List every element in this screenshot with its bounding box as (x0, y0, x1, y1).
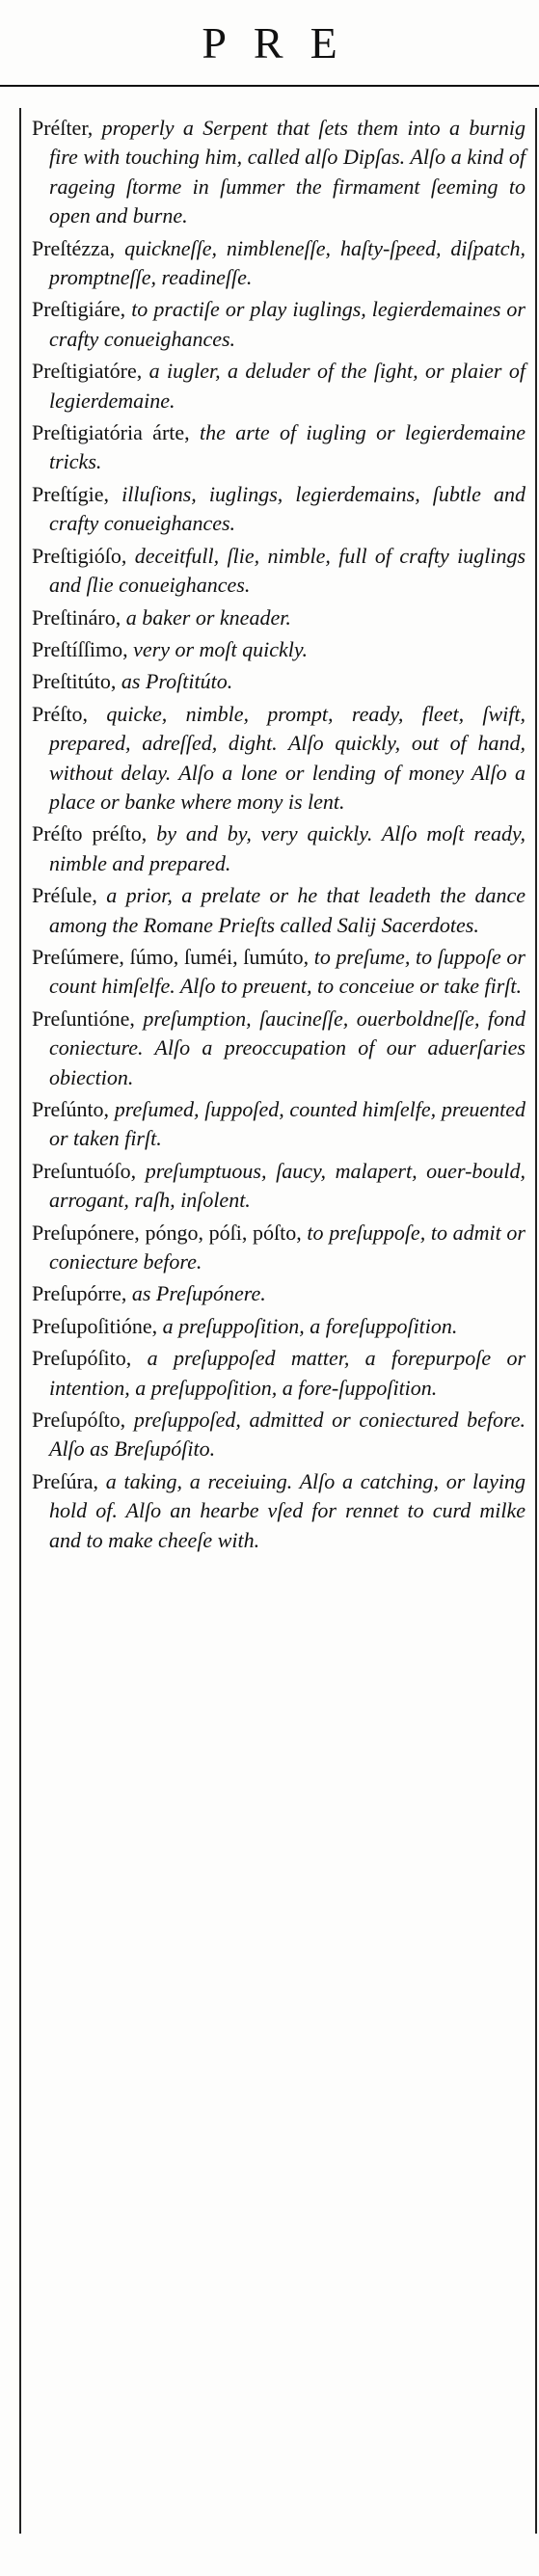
entry-definition: a taking, a receiuing. Alſo a catching, or laying hold of. Alſo an hearbe vſed for rennet to curd milke and to make cheeſe with. (49, 1468, 526, 1552)
entry-definition: illuſions, iuglings, legierdemains, ſubtle and crafty conueighances. (49, 481, 526, 536)
entry-definition: the arte of iugling or legierdemaine tricks. (49, 420, 526, 474)
entry-definition: a baker or kneader. (125, 604, 291, 630)
entry-definition: a preſuppoſed matter, a forepurpoſe or intention, a preſuppoſition, a fore-ſuppoſition. (49, 1346, 526, 1400)
entry-definition: quickneſſe, nimbleneſſe, haſty-ſpeed, diſpatch, promptneſſe, readineſſe. (49, 235, 526, 290)
entry-definition: a prior, a prelate or he that leadeth the dance among the Romane Prieſts called Salij Sacerdotes. (49, 883, 526, 937)
column-rule-right (535, 108, 537, 2534)
entry-headword: Preſtigióſo, (32, 543, 127, 568)
entry-definition: a iugler, a deluder of the ſight, or plaier of legierdemaine. (49, 359, 526, 413)
dictionary-entry (32, 1344, 526, 1403)
dictionary-entry (32, 1095, 526, 1154)
dictionary-entry (32, 1312, 526, 1341)
dictionary-entry (32, 295, 526, 354)
entry-headword: Preſúra, (32, 1468, 99, 1493)
dictionary-entry (32, 1157, 526, 1216)
dictionary-entry (32, 542, 526, 601)
dictionary-column (32, 114, 526, 1558)
entry-definition: quicke, nimble, prompt, ready, fleet, ſwift, prepared, adreſſed, dight. Alſo quickly, out of hand, without delay. Alſo a lone or lending of money Alſo a place or banke where mony is lent. (49, 701, 526, 814)
dictionary-entry (32, 234, 526, 293)
dictionary-entry (32, 635, 526, 664)
entry-definition: to practiſe or play iuglings, legierdemaines or crafty conueighances. (49, 297, 526, 351)
entry-definition: as Proſtitúto. (121, 669, 233, 694)
entry-headword: Preſtézza, (32, 235, 116, 260)
dictionary-entry (32, 881, 526, 940)
entry-headword: Préſule, (32, 883, 97, 908)
entry-definition: preſumed, ſuppoſed, counted himſelfe, preuented or taken firſt. (49, 1097, 526, 1151)
dictionary-entry (32, 1467, 526, 1555)
entry-definition: deceitfull, ſlie, nimble, full of crafty iuglings and ſlie conueighances. (49, 543, 526, 598)
dictionary-entry (32, 114, 526, 231)
entry-headword: Preſtigiatória árte, (32, 420, 190, 445)
entry-headword: Preſtíſſimo, (32, 636, 128, 661)
entry-headword: Preſuntióne, (32, 1006, 135, 1031)
dictionary-entry (32, 604, 526, 632)
entry-headword: Préſter, (32, 116, 94, 140)
entry-definition: preſumptuous, ſaucy, malapert, ouer-bould, arrogant, raſh, inſolent. (49, 1158, 526, 1213)
entry-headword: Préſto préſto, (32, 821, 148, 846)
dictionary-entry (32, 1219, 526, 1277)
entry-definition: preſumption, ſaucineſſe, ouerboldneſſe, fond coniecture. Alſo a preoccupation of our aduerſaries obiection. (49, 1006, 526, 1089)
dictionary-entry (32, 1005, 526, 1092)
dictionary-entry (32, 480, 526, 539)
entry-definition: to preſuppoſe, to admit or coniecture before. (49, 1220, 526, 1275)
dictionary-entry (32, 943, 526, 1002)
entry-headword: Preſupoſitióne, (32, 1313, 158, 1338)
entry-definition: to preſume, to ſuppoſe or count himſelfe. Alſo to preuent, to conceiue or take firſt. (49, 944, 526, 999)
entry-definition: a preſuppoſition, a foreſuppoſition. (162, 1313, 458, 1338)
dictionary-entry (32, 700, 526, 818)
dictionary-entry (32, 357, 526, 416)
header-rule (0, 85, 539, 87)
running-head: PRE (202, 18, 364, 67)
entry-headword: Preſuntuóſo, (32, 1158, 137, 1183)
entry-headword: Preſúmere, ſúmo, ſuméi, ſumúto, (32, 944, 310, 969)
dictionary-entry (32, 667, 526, 696)
dictionary-entry (32, 1279, 526, 1308)
entry-definition: preſuppoſed, admitted or coniectured before. Alſo as Breſupóſito. (49, 1408, 526, 1462)
entry-headword: Preſtigiatóre, (32, 359, 143, 384)
entry-headword: Preſupóſto, (32, 1408, 126, 1433)
column-rule-left (19, 108, 21, 2534)
entry-definition: as Preſupónere. (131, 1281, 266, 1306)
entry-headword: Preſupórre, (32, 1281, 127, 1306)
entry-headword: Preſtitúto, (32, 669, 117, 694)
entry-headword: Preſúnto, (32, 1097, 110, 1121)
entry-headword: Preſtigiáre, (32, 297, 126, 322)
entry-headword: Preſtígie, (32, 481, 110, 506)
entry-definition: very or moſt quickly. (133, 636, 308, 661)
dictionary-entry (32, 819, 526, 878)
entry-headword: Preſtináro, (32, 604, 121, 630)
entry-definition: properly a Serpent that ſets them into a burnig fire with touching him, called alſo Dipſas. Alſo a kind of rageing ſtorme in ſummer the firmament ſeeming to open and burne. (49, 116, 526, 228)
entry-headword: Préſto, (32, 701, 89, 726)
entry-headword: Preſupónere, póngo, póſi, póſto, (32, 1220, 302, 1245)
dictionary-entry (32, 418, 526, 477)
entry-headword: Preſupóſito, (32, 1346, 132, 1371)
entry-definition: by and by, very quickly. Alſo moſt ready, nimble and prepared. (49, 821, 526, 875)
dictionary-entry (32, 1406, 526, 1464)
page-header (0, 0, 539, 89)
